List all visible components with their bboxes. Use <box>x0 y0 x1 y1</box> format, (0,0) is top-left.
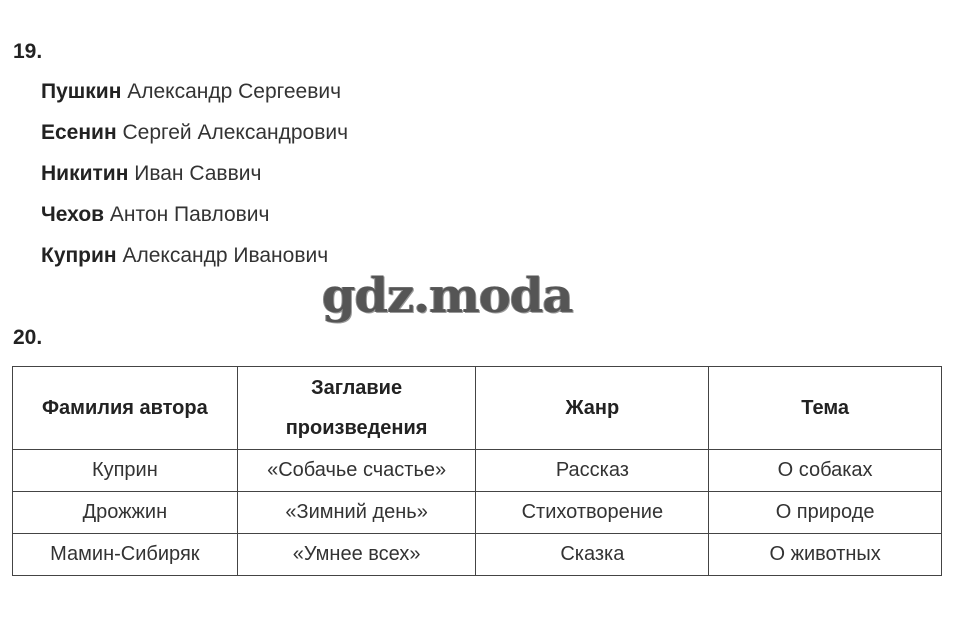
watermark-logo: gdz.moda <box>322 268 573 324</box>
author-name: Александр Иванович <box>122 244 329 267</box>
cell-genre: Стихотворение <box>476 492 709 534</box>
author-name: Александр Сергеевич <box>127 80 342 103</box>
cell-genre: Сказка <box>476 534 709 576</box>
task-20-number: 20. <box>13 326 43 349</box>
table-row <box>13 492 942 534</box>
cell-author: Мамин-Сибиряк <box>13 534 238 576</box>
author-name: Антон Павлович <box>109 203 270 226</box>
author-surname: Пушкин <box>41 80 122 103</box>
works-table <box>12 366 942 576</box>
author-item <box>41 201 348 242</box>
author-name: Иван Саввич <box>134 162 262 185</box>
author-surname: Есенин <box>41 121 117 144</box>
author-name: Сергей Александрович <box>122 121 349 144</box>
author-list <box>41 78 348 283</box>
header-genre: Жанр <box>476 367 709 450</box>
table-row <box>13 534 942 576</box>
author-surname: Чехов <box>41 203 105 226</box>
cell-title: «Умнее всех» <box>237 534 476 576</box>
cell-theme: О собаках <box>709 450 942 492</box>
cell-title: «Зимний день» <box>237 492 476 534</box>
table-row <box>13 450 942 492</box>
author-surname: Куприн <box>41 244 117 267</box>
cell-theme: О природе <box>709 492 942 534</box>
header-theme: Тема <box>709 367 942 450</box>
task-19-number: 19. <box>13 40 43 63</box>
header-title: Заглавие произведения <box>237 367 476 450</box>
table-header-row <box>13 367 942 450</box>
cell-author: Дрожжин <box>13 492 238 534</box>
author-item <box>41 160 348 201</box>
cell-theme: О животных <box>709 534 942 576</box>
cell-genre: Рассказ <box>476 450 709 492</box>
cell-title: «Собачье счастье» <box>237 450 476 492</box>
author-item <box>41 242 348 283</box>
author-item <box>41 119 348 160</box>
author-item <box>41 78 348 119</box>
cell-author: Куприн <box>13 450 238 492</box>
author-surname: Никитин <box>41 162 129 185</box>
header-author: Фамилия автора <box>13 367 238 450</box>
